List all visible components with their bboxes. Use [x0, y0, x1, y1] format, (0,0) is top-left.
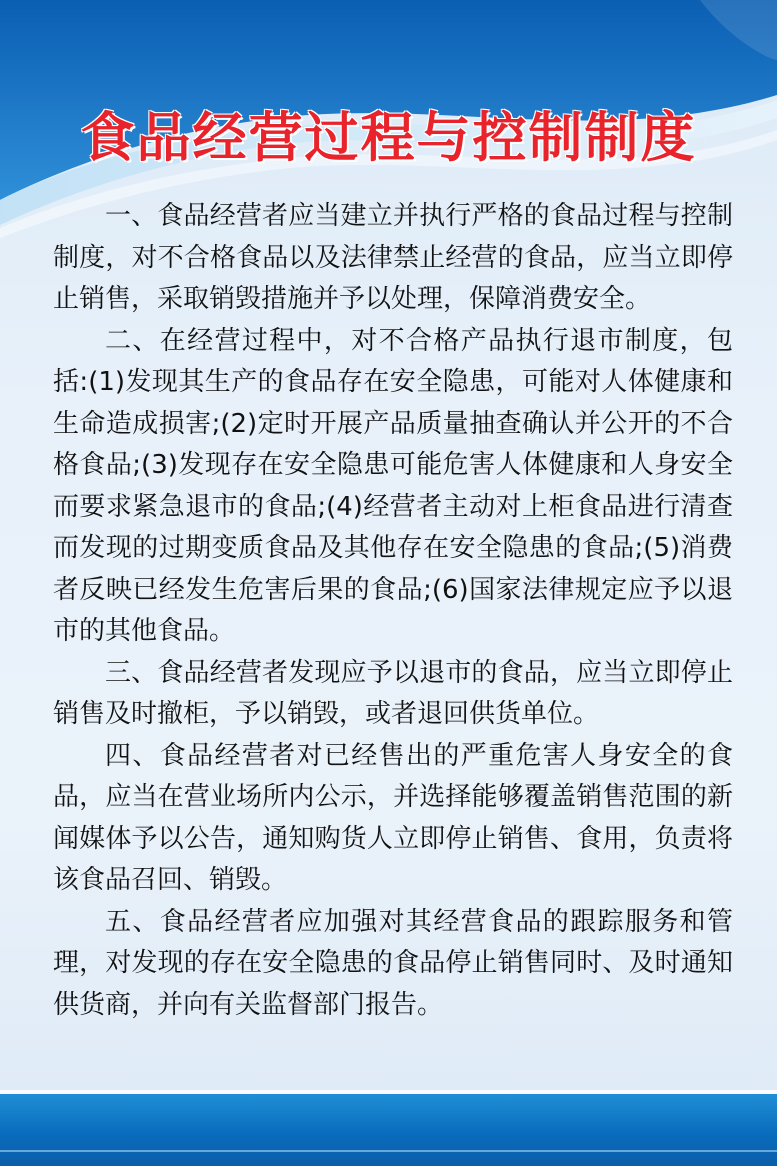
paragraph-1: 一、食品经营者应当建立并执行严格的食品过程与控制制度，对不合格食品以及法律禁止经营的食品，应当立即停止销售，采取销毁措施并予以处理，保障消费安全。 [53, 201, 733, 314]
paragraph-2: 二、在经营过程中，对不合格产品执行退市制度，包括:(1)发现其生产的食品存在安全隐患，可能对人体健康和生命造成损害;(2)定时开展产品质量抽查确认并公开的不合格食品;(3)发现存在安全隐患可能危害人体健康和人身安全而要求紧急退市的食品;(4)经营者主动对上柜食品进行清查而发现的过期变质食品及其他存在安全隐患的食品;(5)消费者反映已经发生危害后果的食品;(6)国家法律规定应予以退市的其他食品。 [53, 325, 733, 646]
paragraph-5: 五、食品经营者应加强对其经营食品的跟踪服务和管理，对发现的存在安全隐患的食品停止销售同时、及时通知供货商，并向有关监督部门报告。 [53, 906, 733, 1020]
bottom-stripe [0, 1150, 777, 1152]
page-title: 食品经营过程与控制制度 [80, 106, 697, 169]
bottom-blue-band [0, 1094, 777, 1166]
paragraph-4: 四、食品经营者对已经售出的严重危害人身安全的食品，应当在营业场所内公示，并选择能够覆盖销售范围的新闻媒体予以公告，通知购货人立即停止销售、食用，负责将该食品召回、销毁。 [53, 740, 733, 895]
paragraph-3: 三、食品经营者发现应予以退市的食品，应当立即停止销售及时撤柜，予以销毁，或者退回供货单位。 [53, 657, 733, 729]
regulation-body [53, 196, 733, 1026]
